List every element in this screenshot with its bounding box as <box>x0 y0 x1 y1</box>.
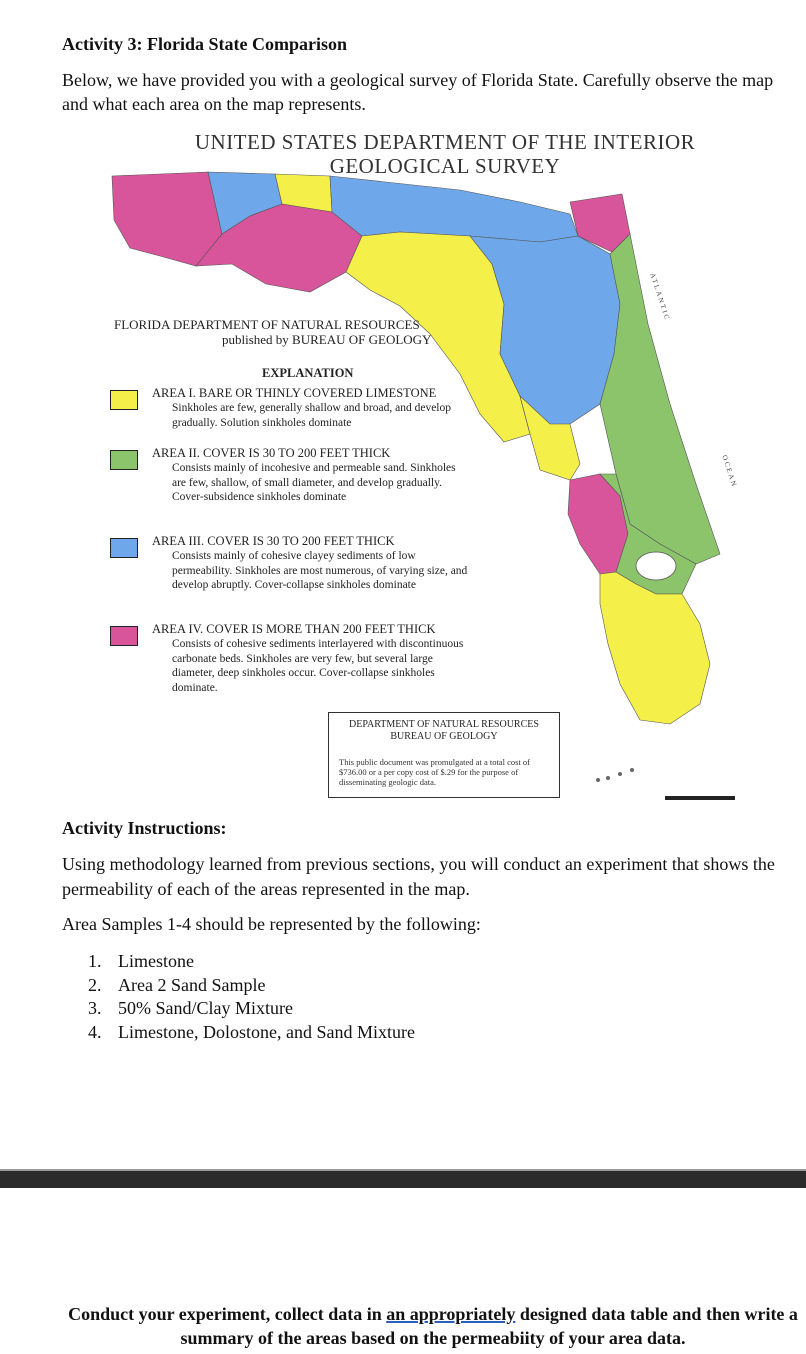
lake-okeechobee <box>636 552 676 580</box>
list-number: 4. <box>88 1021 102 1042</box>
final-part-1: Conduct your experiment, collect data in <box>68 1304 387 1324</box>
list-text: 50% Sand/Clay Mixture <box>118 998 293 1018</box>
legend-heading: AREA III. COVER IS 30 TO 200 FEET THICK <box>152 534 395 548</box>
samples-list <box>88 950 415 1044</box>
map-header-line-1: UNITED STATES DEPARTMENT OF THE INTERIOR <box>194 130 696 154</box>
intro-text: Below, we have provided you with a geological survey of Florida State. Carefully observe the map and what each area on the map represents. <box>62 70 774 114</box>
list-number: 2. <box>88 974 102 995</box>
final-instruction <box>60 1302 806 1350</box>
keys-dot <box>630 768 634 772</box>
list-item <box>88 997 415 1021</box>
keys-dot <box>596 778 600 782</box>
fdnr-title: FLORIDA DEPARTMENT OF NATURAL RESOURCES <box>114 317 420 332</box>
list-item <box>88 1021 415 1045</box>
map-region-area-iii-north <box>330 176 578 242</box>
instructions-heading: Activity Instructions: <box>62 818 227 838</box>
section-divider-bar <box>0 1171 806 1188</box>
spellcheck-underline-text: an appropriately <box>386 1304 516 1324</box>
list-number: 1. <box>88 951 102 971</box>
final-part-2: designed data table and then write a summary of the areas based on the permeabiity of your area data. <box>180 1304 798 1348</box>
map-region-area-i-south <box>600 572 710 724</box>
map-header-line-2: GEOLOGICAL SURVEY <box>329 154 561 178</box>
ocean-label-atlantic: ATLANTIC <box>648 272 672 323</box>
list-text: Limestone, Dolostone, and Sand Mixture <box>118 1021 415 1042</box>
legend-heading: AREA IV. COVER IS MORE THAN 200 FEET THICK <box>152 622 436 636</box>
instructions-text: Using methodology learned from previous sections, you will conduct an experiment that shows the permeability of each of the areas represented in the map. <box>62 854 775 899</box>
list-item <box>88 950 415 974</box>
scale-bar <box>665 796 735 800</box>
keys-dot <box>606 776 610 780</box>
geological-survey-map <box>100 124 790 814</box>
legend-swatch <box>110 626 138 646</box>
legend-title: EXPLANATION <box>262 366 354 380</box>
dnr-notice-box <box>328 712 560 798</box>
legend-body: Sinkholes are few, generally shallow and broad, and develop gradually. Solution sinkholes dominate <box>172 402 451 429</box>
legend-body: Consists of cohesive sediments interlayered with discontinuous carbonate beds. Sinkholes are very few, but several large diameter, deep sinkholes occur. Cover-collapse sinkholes dominate. <box>172 638 464 694</box>
dnr-notice-title: DEPARTMENT OF NATURAL RESOURCES <box>349 719 539 730</box>
list-item <box>88 974 415 998</box>
list-text: Area 2 Sand Sample <box>118 974 266 995</box>
legend-heading: AREA I. BARE OR THINLY COVERED LIMESTONE <box>152 386 437 400</box>
legend-body: Consists mainly of cohesive clayey sediments of low permeability. Sinkholes are most numerous, of varying size, and develop abruptly. Cover-collapse sinkholes dominate <box>172 550 468 591</box>
fdnr-subtitle: published by BUREAU OF GEOLOGY <box>222 332 432 347</box>
activity-title: Activity 3: Florida State Comparison <box>62 34 347 54</box>
list-number: 3. <box>88 998 102 1018</box>
dnr-notice-body: This public document was promulgated at a total cost of $736.00 or a per copy cost of $.29 for the purpose of disseminating geologic data. <box>339 757 530 787</box>
list-text: Limestone <box>118 951 194 971</box>
legend-heading: AREA II. COVER IS 30 TO 200 FEET THICK <box>152 446 391 460</box>
ocean-label-ocean: OCEAN <box>720 454 739 489</box>
samples-intro: Area Samples 1-4 should be represented by the following: <box>62 914 481 934</box>
legend-swatch <box>110 450 138 470</box>
dnr-notice-subtitle: BUREAU OF GEOLOGY <box>390 731 498 742</box>
legend-swatch <box>110 538 138 558</box>
legend-swatch <box>110 390 138 410</box>
legend-body: Consists mainly of incohesive and permeable sand. Sinkholes are few, shallow, of small diameter, and develop gradually. Cover-subsidence sinkholes dominate <box>172 462 456 503</box>
keys-dot <box>618 772 622 776</box>
map-region-area-iv-west <box>112 172 222 266</box>
